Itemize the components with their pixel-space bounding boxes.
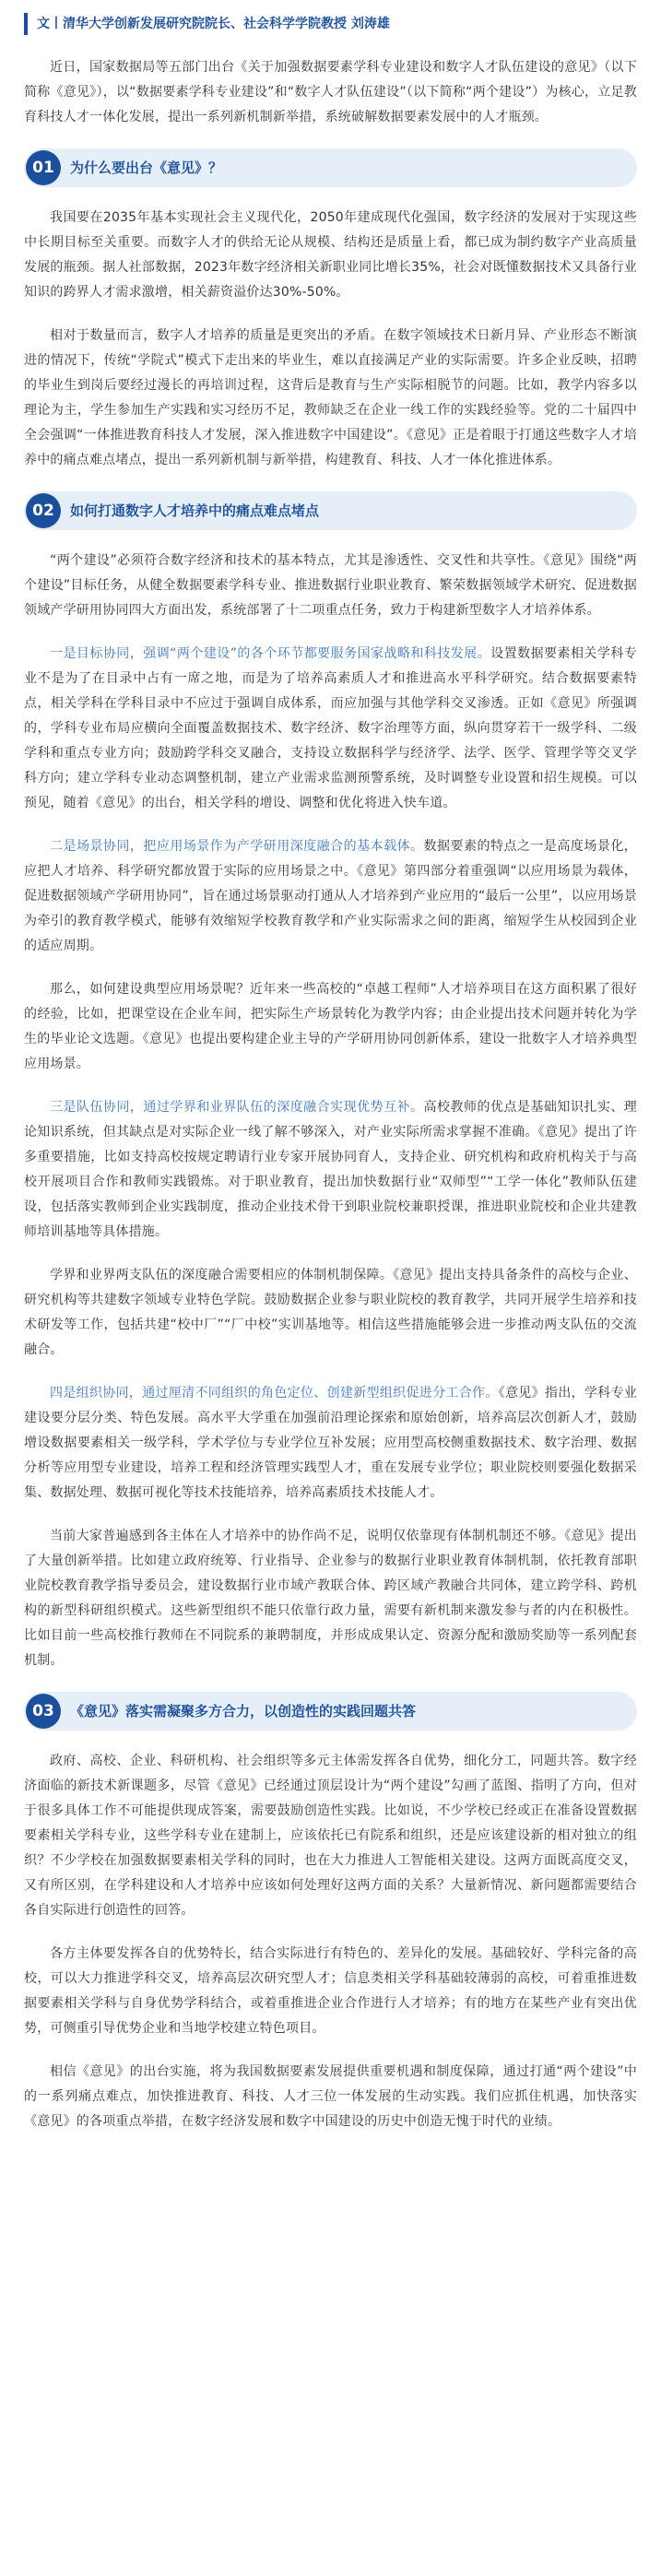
paragraph [24, 1524, 637, 1673]
paragraph [24, 206, 637, 305]
section-title: 《意见》落实需凝聚多方合力，以创造性的实践回题共答 [70, 1702, 417, 1719]
paragraph [24, 1749, 637, 1923]
paragraph [24, 1095, 637, 1245]
author-byline: 文丨清华大学创新发展研究院院长、社会科学学院教授 刘涛雄 [24, 13, 637, 35]
paragraph-text: 那么，如何建设典型应用场景呢？近年来一些高校的“卓越工程师”人才培养项目在这方面积累了很好的经验，比如，把课堂设在企业车间，把实际生产场景转化为教学内容；由企业提出技术问题并转化为学生的毕业论文选题。《意见》也提出要构建企业主导的产学研用协同创新体系，建设一批数字人才培养典型应用场景。 [24, 982, 637, 1071]
paragraph [24, 1942, 637, 2041]
section-header [24, 148, 637, 187]
paragraph-text: 当前大家普遍感到各主体在人才培养中的协作尚不足，说明仅依靠现有体制机制还不够。《意见》提出了大量创新举措。比如建立政府统筹、行业指导、企业参与的数据行业职业教育体制机制，依托教育部职业院校教育教学指导委员会，建设数据行业市域产教联合体、跨区域产教融合共同体，建立跨学科、跨机构的新型科研组织模式。这些新型组织不能只依靠行政力量，需要有新机制来激发参与者的内在积极性。比如目前一些高校推行教师在不同院系的兼聘制度，并形成成果认定、资源分配和激励奖励等一系列配套机制。 [24, 1529, 637, 1668]
section-title: 如何打通数字人才培养中的痛点难点堵点 [70, 502, 320, 519]
article-sections [24, 148, 637, 2134]
highlighted-lead-sentence: 三是队伍协同，通过学界和业界队伍的深度融合实现优势互补。 [50, 1100, 424, 1115]
section-title: 为什么要出台《意见》？ [70, 159, 223, 176]
paragraph-text: 高校教师的优点是基础知识扎实、理论知识系统，但其缺点是对实际企业一线了解不够深入，对产业实际所需求掌握不准确。《意见》提出了许多重要措施，比如支持高校按规定聘请行业专家开展协同育人，支持企业、研究机构和政府机构关于与高校开展项目合作和教师实践锻炼。对于职业教育，提出加快数据行业“双师型”“工学一体化”教师队伍建设，包括落实教师到企业实践制度，推动企业技术骨干到职业院校兼职授课，推进职业院校和企业共建教师培训基地等具体措施。 [24, 1100, 637, 1239]
paragraph-text: 相信《意见》的出台实施，将为我国数据要素发展提供重要机遇和制度保障，通过打通“两个建设”中的一系列痛点难点，加快推进教育、科技、人才三位一体发展的生动实践。我们应抓住机遇，加快落实《意见》的各项重点举措，在数字经济发展和数字中国建设的历史中创造无愧于时代的业绩。 [24, 2064, 637, 2129]
highlighted-lead-sentence: 一是目标协同，强调“两个建设”的各个环节都要服务国家战略和科技发展。 [50, 646, 491, 661]
paragraph-text: “两个建设”必须符合数字经济和技术的基本特点，尤其是渗透性、交叉性和共享性。《意见》围绕“两个建设”目标任务，从健全数据要素学科专业、推进数据行业职业教育、繁荣数据领域学术研究、促进数据领域产学研用协同四大方面出发，系统部署了十二项重点任务，致力于构建新型数字人才培养体系。 [24, 553, 637, 618]
paragraph [24, 642, 637, 816]
paragraph [24, 324, 637, 473]
paragraph [24, 834, 637, 959]
paragraph-text: 《意见》指出，学科专业建设要分层分类、特色发展。高水平大学重在加强前沿理论探索和原始创新，培养高层次创新人才，鼓励增设数据要素相关一级学科，学术学位与专业学位互补发展；应用型高校侧重数据技术、数字治理、数据分析等应用型专业建设，培养工程和经济管理实践型人才，重在发展专业学位；职业院校则要强化数据采集、数据处理、数据可视化等技术技能培养，培养高素质技术技能人才。 [24, 1386, 637, 1500]
paragraph [24, 977, 637, 1077]
paragraph [24, 2060, 637, 2134]
paragraph [24, 1263, 637, 1363]
section-number-badge: 02 [26, 493, 61, 528]
paragraph-text: 政府、高校、企业、科研机构、社会组织等多元主体需发挥各自优势，细化分工，同题共答。数字经济面临的新技术新课题多，尽管《意见》已经通过顶层设计为“两个建设”勾画了蓝图、指明了方向，但对于很多具体工作不可能提供现成答案，需要鼓励创造性实践。比如说，不少学校已经或正在准备设置数据要素相关学科专业，这些学科专业在建制上，应该依托已有院系和组织，还是应该建设新的相对独立的组织？不少学校在加强数据要素相关学科的同时，也在大力推进人工智能相关建设。这两方面既高度交叉，又有所区别，在学科建设和人才培养中应该如何处理好这两方面的关系？大量新情况、新问题都需要结合各自实际进行创造性的回答。 [24, 1754, 637, 1918]
paragraph [24, 1381, 637, 1506]
highlighted-lead-sentence: 四是组织协同，通过厘清不同组织的角色定位、创建新型组织促进分工合作。 [50, 1386, 499, 1400]
highlighted-lead-sentence: 二是场景协同，把应用场景作为产学研用深度融合的基本载体。 [50, 839, 424, 854]
paragraph-text: 各方主体要发挥各自的优势特长，结合实际进行有特色的、差异化的发展。基础较好、学科完备的高校，可以大力推进学科交叉，培养高层次研究型人才；信息类相关学科基础较薄弱的高校，可着重推进数据要素相关学科与自身优势学科结合，或着重推进企业合作进行人才培养；有的地方在某些产业有突出优势，可侧重引导优势企业和当地学校建立特色项目。 [24, 1946, 637, 2036]
section-number-badge: 01 [26, 150, 61, 185]
section-header [24, 491, 637, 530]
intro-paragraph: 近日，国家数据局等五部门出台《关于加强数据要素学科专业建设和数字人才队伍建设的意见》（以下简称《意见》），以“数据要素学科专业建设”和“数字人才队伍建设”（以下简称“两个建设”）为核心，立足教育科技人才一体化发展，提出一系列新机制新举措，系统破解数据要素发展中的人才瓶颈。 [24, 60, 637, 124]
paragraph-text: 相对于数量而言，数字人才培养的质量是更突出的矛盾。在数字领域技术日新月异、产业形态不断演进的情况下，传统“学院式”模式下走出来的毕业生，难以直接满足产业的实际需要。许多企业反映，招聘的毕业生到岗后要经过漫长的再培训过程，这背后是教育与生产实际相脱节的问题。比如，教学内容多以理论为主，学生参加生产实践和实习经历不足，教师缺乏在企业一线工作的实践经验等。党的二十届四中全会强调“一体推进教育科技人才发展，深入推进数字中国建设”。《意见》正是着眼于打通这些数字人才培养中的痛点难点堵点，提出一系列新机制与新举措，构建教育、科技、人才一体化推进体系。 [24, 328, 637, 467]
paragraph-text: 设置数据要素相关学科专业不是为了在目录中占有一席之地，而是为了培养高素质人才和推进高水平科学研究。结合数据要素特点，相关学科在学科目录中不应过于强调自成体系，而应加强与其他学科交叉渗透。正如《意见》所强调的，学科专业布局应横向全面覆盖数据技术、数字经济、数字治理等方面，纵向贯穿若干一级学科、二级学科和重点专业方向；鼓励跨学科交叉融合，支持设立数据科学与经济学、法学、医学、管理学等交叉学科方向；建立学科专业动态调整机制，建立产业需求监测预警系统，及时调整专业设置和招生规模。可以预见，随着《意见》的出台，相关学科的增设、调整和优化将进入快车道。 [24, 646, 637, 810]
paragraph-text: 数据要素的特点之一是高度场景化，应把人才培养、科学研究都放置于实际的应用场景之中。《意见》第四部分着重强调“以应用场景为载体，促进数据领域产学研用协同”，旨在通过场景驱动打通从人才培养到产业应用的“最后一公里”，以应用场景为牵引的教育教学模式，能够有效缩短学校教育教学和产业实际需求之间的距离，缩短学生从校园到企业的适应周期。 [24, 839, 637, 953]
section-header [24, 1692, 637, 1731]
paragraph-text: 学界和业界两支队伍的深度融合需要相应的体制机制保障。《意见》提出支持具备条件的高校与企业、研究机构等共建数字领域专业特色学院。鼓励数据企业参与职业院校的教育教学，共同开展学生培养和技术研发等工作，包括共建“校中厂”“厂中校”实训基地等。相信这些措施能够会进一步推动两支队伍的交流融合。 [24, 1268, 637, 1357]
paragraph-text: 我国要在2035年基本实现社会主义现代化，2050年建成现代化强国，数字经济的发展对于实现这些中长期目标至关重要。而数字人才的供给无论从规模、结构还是质量上看，都已成为制约数字产业高质量发展的瓶颈。据人社部数据，2023年数字经济相关新职业同比增长35%，社会对既懂数据技术又具备行业知识的跨界人才需求激增，相关薪资溢价达30%-50%。 [24, 210, 637, 300]
paragraph [24, 549, 637, 623]
section-number-badge: 03 [26, 1694, 61, 1729]
